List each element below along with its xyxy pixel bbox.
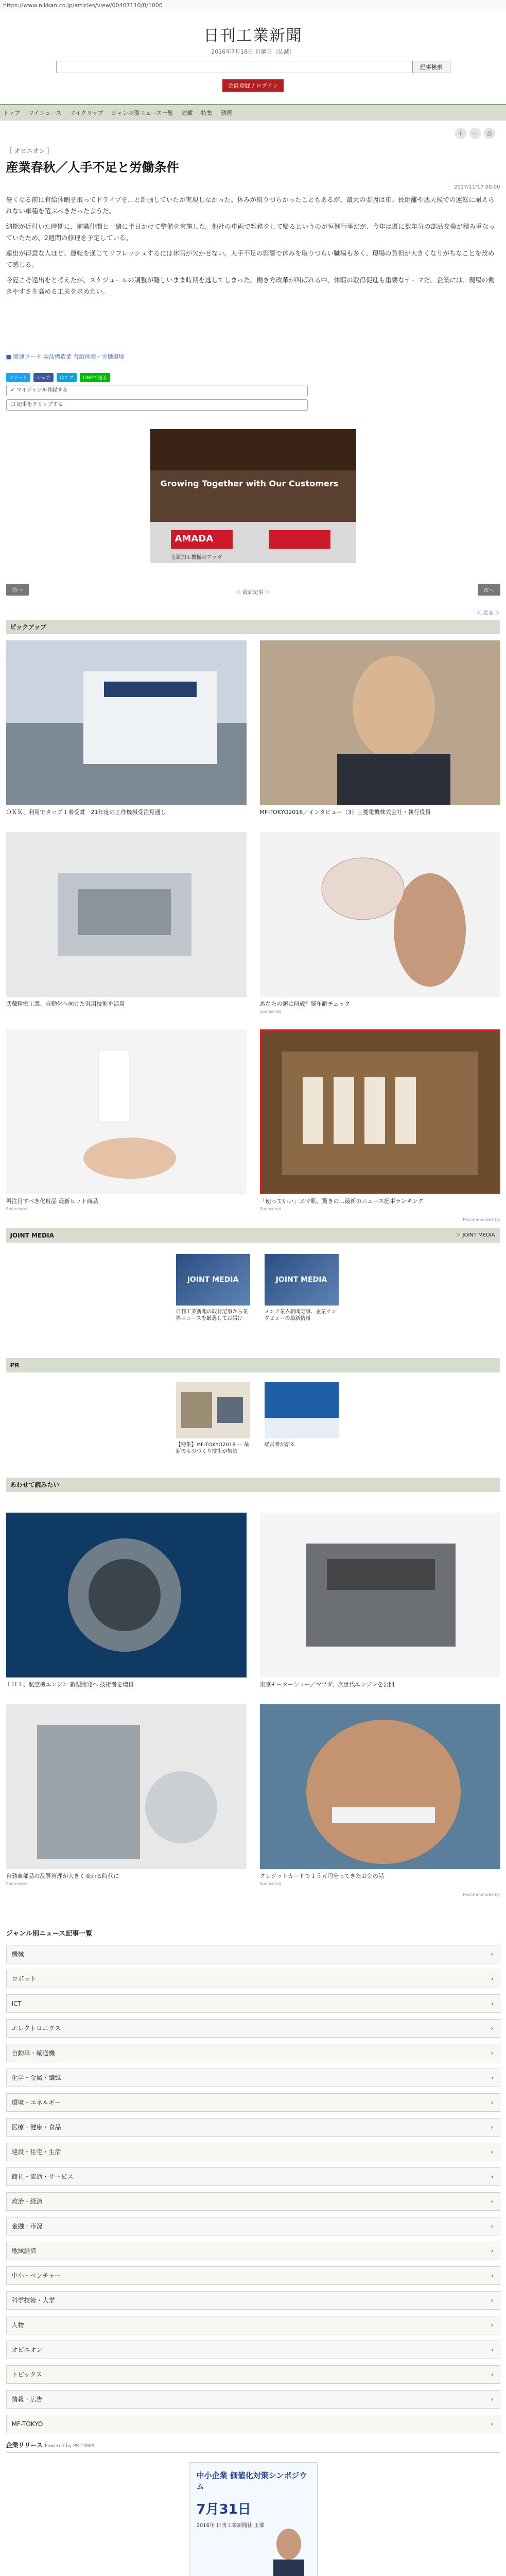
chevron-right-icon: ›	[491, 2074, 494, 2081]
pickup-caption: 「使っていい」エマ肌、驚きの…最新のニュース記事ランキング	[259, 1198, 424, 1205]
chevron-right-icon: ›	[491, 2420, 494, 2428]
genre-item[interactable]	[6, 2192, 500, 2211]
recommended-card[interactable]	[260, 1513, 500, 1689]
chevron-right-icon: ›	[491, 2247, 494, 2255]
article	[6, 121, 500, 337]
latest-articles-link[interactable]: ＜ 最新記事 ＞	[236, 590, 270, 596]
font-size-icon[interactable]: ＋	[455, 128, 466, 139]
corporate-powered: Powered by PR TIMES	[45, 2444, 95, 2449]
font-size-small-icon[interactable]: －	[469, 128, 481, 139]
genre-label: 環境・エネルギー	[11, 2099, 61, 2106]
recommended-by: Recommended by	[463, 1217, 500, 1222]
related-prefix: ■	[6, 353, 11, 360]
line-button[interactable]: LINEで送る	[80, 373, 110, 382]
pickup-thumb	[260, 832, 500, 997]
chevron-right-icon: ›	[491, 2000, 494, 2007]
article-pub-time: 2017/11/17 00:00	[453, 184, 500, 190]
pr-thumb	[265, 1382, 339, 1438]
chevron-right-icon: ›	[491, 2148, 494, 2156]
article-tools	[455, 128, 495, 139]
chevron-right-icon: ›	[491, 2198, 494, 2205]
pr-card[interactable]	[176, 1382, 250, 1455]
joint-media-card[interactable]	[176, 1254, 250, 1322]
url-bar: https://www.nikkan.co.jp/articles/view/00407110/0/1000	[0, 0, 506, 11]
nav-item-feature[interactable]: 特集	[201, 110, 213, 116]
facebook-share-button[interactable]: シェア	[33, 373, 54, 382]
pickup-caption: 再注目すべき化粧品 最新ヒット商品	[6, 1198, 98, 1205]
recommended-source: Sponsored	[6, 1882, 28, 1886]
corporate-ad-title: 中小企業 価値化対策シンポジウム	[196, 2471, 307, 2491]
genre-item[interactable]	[6, 2217, 500, 2235]
related-words	[6, 352, 500, 361]
print-icon[interactable]: ⎙	[484, 128, 495, 139]
article-paragraph: 暑くなる前に有給休暇を取ってドライブを…と計画していたが実現しなかった。休みが取りづらかったこともあるが、最大の要因は車。長距離や悪天候での運転に耐えられない車種を選ぶべきだったようだ。	[6, 196, 495, 215]
joint-media-more-link[interactable]: ＞ JOINT MEDIA	[456, 1232, 495, 1238]
main-content	[6, 121, 500, 2576]
article-pager	[6, 584, 500, 620]
site-header	[0, 11, 506, 104]
genre-label: 政治・経済	[11, 2198, 43, 2205]
ad-brand: AMADA	[175, 533, 214, 544]
chevron-right-icon: ›	[491, 1951, 494, 1958]
pickup-card[interactable]	[260, 640, 500, 817]
nav-item-genre[interactable]: ジャンル別ニュース一覧	[111, 110, 173, 116]
genre-item[interactable]	[6, 2019, 500, 2038]
genre-item[interactable]	[6, 2093, 500, 2112]
related-label: 関連ワード	[13, 353, 42, 360]
pickup-thumb	[6, 1029, 247, 1194]
share-buttons	[6, 373, 500, 382]
recommended-thumb	[6, 1704, 247, 1869]
recommended-thumb	[6, 1513, 247, 1677]
genre-label: 化学・金属・繊維	[11, 2074, 61, 2081]
recommended-card[interactable]	[260, 1704, 500, 1886]
check-icon: ✓	[10, 387, 17, 393]
mygenre-label: マイジャンル登録する	[16, 387, 68, 393]
genre-item[interactable]	[6, 2266, 500, 2285]
genre-list	[6, 1945, 500, 2433]
joint-media-title: メンテ業界新聞記事、企業インタビューの最新情報	[264, 1309, 337, 1321]
genre-label: 建設・住宅・生活	[11, 2148, 61, 2156]
related-word[interactable]: 製品構造業	[43, 353, 72, 360]
chevron-right-icon: ›	[491, 2049, 494, 2057]
genre-item[interactable]	[6, 2365, 500, 2384]
genre-label: 医療・健康・食品	[11, 2124, 61, 2131]
search-button[interactable]: 記事検索	[412, 61, 450, 73]
chevron-right-icon: ›	[491, 2099, 494, 2106]
site-title[interactable]: 日刊工業新聞	[203, 27, 303, 45]
pickup-caption: MF-TOKYO2016／インタビュー（3）三菱電機株式会社・執行役員	[259, 809, 431, 816]
pickup-card[interactable]	[6, 640, 247, 817]
genre-label: 人物	[11, 2321, 24, 2329]
chevron-right-icon: ›	[491, 2321, 494, 2329]
recommended-card[interactable]	[6, 1513, 247, 1689]
next-button[interactable]: 次へ	[478, 584, 500, 596]
joint-media-heading	[6, 1228, 500, 1243]
recommended-heading-text: あわせて読みたい	[10, 1481, 60, 1488]
genre-label: 地域経済	[11, 2247, 37, 2255]
pr-heading-text: PR	[10, 1362, 20, 1369]
ad-banner[interactable]	[150, 429, 356, 563]
recommended-thumb	[260, 1513, 500, 1677]
chevron-right-icon: ›	[491, 2173, 494, 2180]
clip-button[interactable]	[6, 399, 308, 411]
genre-item[interactable]	[6, 2415, 500, 2433]
genre-item[interactable]	[6, 1970, 500, 1988]
pickup-caption: 武蔵精密工業、自動化へ向けた汎用技術を活用	[6, 1001, 125, 1007]
chevron-right-icon: ›	[491, 2297, 494, 2304]
tweet-button[interactable]: ツイート	[6, 373, 31, 382]
article-category: ［ オピニオン ］	[6, 147, 54, 155]
genre-heading: ジャンル別ニュース記事一覧	[6, 1930, 93, 1938]
chevron-right-icon: ›	[491, 1975, 494, 1982]
recommended-grid	[6, 1492, 500, 1886]
genre-label: 機械	[11, 1951, 24, 1958]
article-title: 産業春秋／人手不足と労働条件	[6, 160, 179, 175]
genre-label: オピニオン	[11, 2346, 43, 2353]
genre-label: ロボット	[11, 1975, 37, 1982]
genre-label: 金融・市況	[11, 2223, 43, 2230]
corporate-ad-date: 7月31日	[196, 2502, 251, 2517]
ad-title: Growing Together with Our Customers	[160, 479, 339, 488]
prev-button[interactable]: 前へ	[6, 584, 29, 596]
recommended-card[interactable]	[6, 1704, 247, 1886]
joint-media-title: 日刊工業新聞の取材記事から業界ニュースを厳選してお届け	[176, 1309, 248, 1321]
genre-label: 科学技術・大学	[11, 2297, 55, 2304]
pr-thumb	[176, 1382, 250, 1438]
pickup-source: Sponsored	[6, 1207, 28, 1211]
corporate-ad-sub: 2016年 日刊工業新聞社 主催	[196, 2523, 265, 2529]
nav-item-mynews[interactable]: マイニュース	[28, 110, 62, 116]
chevron-right-icon: ›	[491, 2223, 494, 2230]
related-word[interactable]: 有給休暇・労働環境	[73, 353, 125, 360]
genre-label: 中小・ベンチャー	[11, 2272, 61, 2279]
article-paragraph: 納期が近付いた時期に、前職仲間と一緒に半日かけて整備を実施した。他社の車両で雑務をして帰るというのが恒例行事だが、今年は既に数年分の部品交換が積み重なっていたため、2週間の修理を予定している。	[6, 223, 495, 242]
genre-item[interactable]	[6, 2242, 500, 2260]
corporate-ad[interactable]	[189, 2462, 318, 2576]
ad-sub: 金属加工機械のアマダ	[170, 555, 222, 561]
genre-label: 情報・広告	[11, 2396, 43, 2403]
genre-label: 商社・流通・サービス	[11, 2173, 74, 2180]
pr-title: 経営者が語る	[264, 1442, 295, 1448]
genre-item[interactable]	[6, 1945, 500, 1963]
genre-item[interactable]	[6, 2143, 500, 2161]
pickup-caption: ＯＫＫ、利用でタップ１着受賞 21年度の工作機械受注見通し	[6, 809, 166, 816]
search-input[interactable]	[56, 61, 410, 73]
corporate-ad-photo	[266, 2523, 312, 2576]
hatena-button[interactable]: はてブ	[57, 373, 77, 382]
article-paragraph: 遠出が得意な人ほど、運転を通じてリフレッシュするには休暇が欠かせない。人手不足の影響で休みを取りづらい職場も多く、現場の負担が大きくなりがちなことを改めて感じる。	[6, 249, 495, 268]
chevron-right-icon: ›	[491, 2396, 494, 2403]
article-body	[6, 194, 500, 297]
chevron-right-icon: ›	[491, 2272, 494, 2279]
joint-media-card[interactable]	[265, 1254, 339, 1322]
clip-icon: ☐	[10, 402, 17, 408]
pickup-thumb	[260, 640, 500, 805]
clip-label: 記事をクリップする	[16, 402, 63, 408]
genre-item[interactable]	[6, 2291, 500, 2310]
joint-media-logo: JOINT MEDIA	[265, 1254, 339, 1306]
recommended-caption: ＩＨＩ、航空機エンジン 新型開発へ 技術者を増員	[6, 1681, 134, 1688]
genre-item[interactable]	[6, 2316, 500, 2334]
genre-label: トピックス	[11, 2371, 42, 2378]
pickup-source: Sponsored	[259, 1207, 282, 1211]
pickup-thumb	[6, 640, 247, 805]
genre-item[interactable]	[6, 2118, 500, 2137]
mygenre-button[interactable]	[6, 385, 308, 396]
pr-list	[6, 1372, 500, 1455]
joint-media-list	[6, 1243, 500, 1322]
nav-item-myclip[interactable]: マイクリップ	[69, 110, 103, 116]
pickup-card[interactable]	[6, 1029, 247, 1211]
recommended-by: Recommended by	[463, 1892, 500, 1897]
genre-label: MF-TOKYO	[11, 2420, 43, 2428]
genre-label: ICT	[11, 2000, 22, 2007]
pickup-heading	[6, 620, 500, 634]
back-link[interactable]: ＜ 戻る ＞	[476, 611, 500, 616]
pickup-card[interactable]	[260, 1029, 500, 1211]
joint-media-heading-text: JOINT MEDIA	[10, 1232, 54, 1239]
genre-label: 自動車・輸送機	[11, 2049, 55, 2057]
pr-heading	[6, 1358, 500, 1372]
pickup-caption: あなたの頭は何歳？脳年齢チェック	[259, 1001, 351, 1007]
genre-item[interactable]	[6, 2167, 500, 2186]
pickup-card[interactable]	[6, 832, 247, 1014]
pickup-thumb	[260, 1029, 500, 1194]
genre-label: エレクトロニクス	[11, 2025, 61, 2032]
genre-item[interactable]	[6, 2341, 500, 2359]
pickup-heading-text: ピックアップ	[10, 623, 47, 631]
chevron-right-icon: ›	[491, 2346, 494, 2353]
chevron-right-icon: ›	[491, 2124, 494, 2131]
pickup-thumb	[6, 832, 247, 997]
recommended-caption: クレジットカードで１５万円分ってきたお金の話	[259, 1873, 384, 1879]
main-nav	[0, 104, 506, 121]
chevron-right-icon: ›	[491, 2371, 494, 2378]
chevron-right-icon: ›	[491, 2025, 494, 2032]
site-date: 2016年7月18日 月曜日（仏滅）	[211, 48, 295, 55]
recommended-source: Sponsored	[259, 1882, 282, 1886]
recommended-caption: 東京モーターショー／マツダ、次世代エンジンを公開	[259, 1681, 394, 1688]
article-paragraph: 今夏こそ遠出をと考えたが、スケジュールの調整が難しいまま時期を逃してしまった。働き方改革が叫ばれる中、休暇の取得促進も重要なテーマだ。企業には、現場の働きやすさを高める工夫を求めたい。	[6, 276, 495, 295]
genre-item[interactable]	[6, 1994, 500, 2013]
pr-title: 【特集】MF-TOKYO2018 ― 最新のものづくり技術が集結	[176, 1442, 249, 1454]
pr-card[interactable]	[265, 1382, 339, 1455]
recommended-heading	[6, 1478, 500, 1492]
pickup-card[interactable]	[260, 832, 500, 1014]
pickup-source: Sponsored	[259, 1009, 282, 1014]
nav-item-series[interactable]: 連載	[181, 110, 193, 116]
genre-item[interactable]	[6, 2069, 500, 2087]
search-row	[56, 61, 450, 73]
nav-item-top[interactable]: トップ	[3, 110, 20, 116]
joint-media-logo: JOINT MEDIA	[176, 1254, 250, 1306]
recommended-thumb	[260, 1704, 500, 1869]
recommended-caption: 自動車部品の品質管理が大きく変わる時代に	[6, 1873, 119, 1879]
pickup-grid	[6, 634, 500, 1211]
genre-item[interactable]	[6, 2390, 500, 2409]
corporate-heading-text: 企業リリース	[6, 2442, 43, 2449]
genre-item[interactable]	[6, 2044, 500, 2062]
corporate-heading	[6, 2441, 500, 2453]
login-button[interactable]: 会員登録 / ログイン	[222, 79, 283, 92]
nav-item-video[interactable]: 動画	[220, 110, 232, 116]
